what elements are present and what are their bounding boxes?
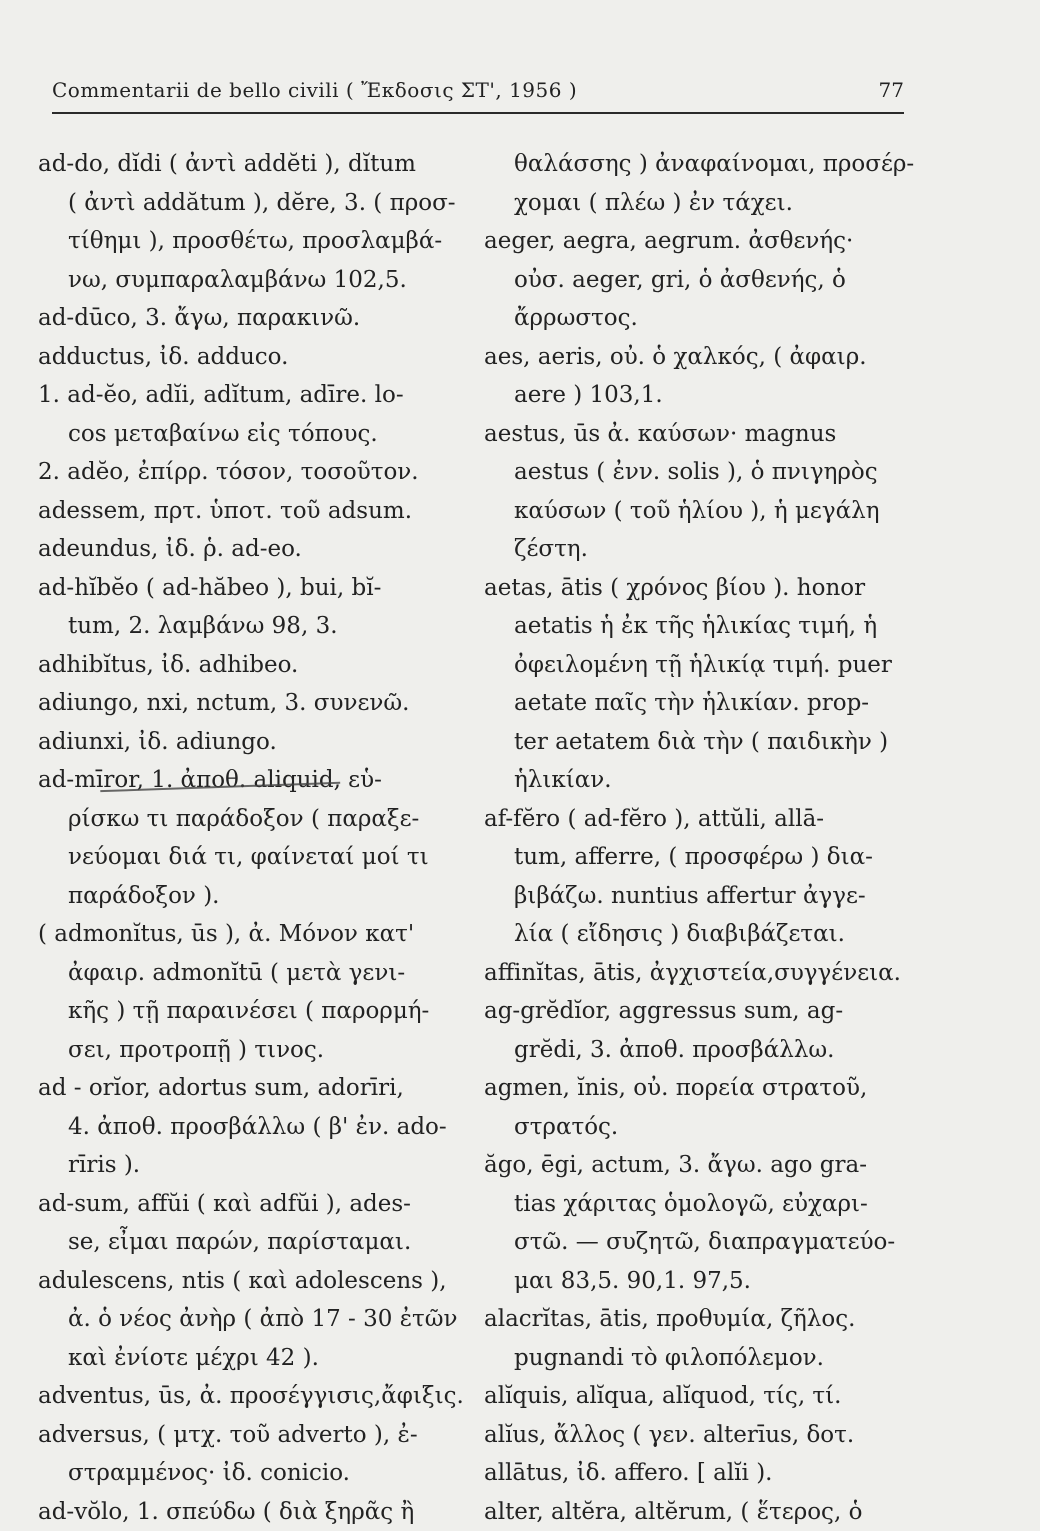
left-column	[38, 145, 468, 1531]
entry-line: θαλάσσης ) ἀναφαίνομαι, προσέρ-	[484, 145, 914, 184]
entry-line: ad-mīror, 1. ἀποθ. aliquid, εὑ-	[38, 761, 468, 800]
entry-line: adessem, πρτ. ὑποτ. τοῦ adsum.	[38, 492, 468, 531]
entry-line: tias χάριτας ὁμολογῶ, εὐχαρι-	[484, 1185, 914, 1224]
entry-line: ζέστη.	[484, 530, 914, 569]
entry-line: ( ἀντὶ addătum ), dĕre, 3. ( προσ-	[38, 184, 468, 223]
entry-line: 1. ad-ĕo, adĭi, adĭtum, adīre. lo-	[38, 376, 468, 415]
entry-line: aere ) 103,1.	[484, 376, 914, 415]
entry-line: λία ( εἴδησις ) διαβιβάζεται.	[484, 915, 914, 954]
entry-line: alĭquis, alĭqua, alĭquod, τίς, τί.	[484, 1377, 914, 1416]
entry-line: af-fĕro ( ad-fĕro ), attŭli, allā-	[484, 800, 914, 839]
entry-line: rīris ).	[38, 1146, 468, 1185]
entry-line: pugnandi τὸ φιλοπόλεμον.	[484, 1339, 914, 1378]
entry-line: ad-hĭbĕo ( ad-hăbeo ), bui, bĭ-	[38, 569, 468, 608]
entry-line: χομαι ( πλέω ) ἐν τάχει.	[484, 184, 914, 223]
entry-line: σει, προτροπῇ ) τινος.	[38, 1031, 468, 1070]
entry-line: ad-vŏlo, 1. σπεύδω ( διὰ ξηρᾶς ἢ	[38, 1493, 468, 1531]
entry-line: adiunxi, ἰδ. adiungo.	[38, 723, 468, 762]
entry-line: νω, συμπαραλαμβάνω 102,5.	[38, 261, 468, 300]
entry-line: παράδοξον ).	[38, 877, 468, 916]
entry-line: ἀ. ὁ νέος ἀνὴρ ( ἀπὸ 17 - 30 ἐτῶν	[38, 1300, 468, 1339]
page-number: 77	[879, 78, 904, 102]
header-title: Commentarii de bello civili ( Ἔκδοσις ΣΤ', 1956 )	[52, 78, 577, 102]
entry-line: agmen, ĭnis, οὐ. πορεία στρατοῦ,	[484, 1069, 914, 1108]
entry-line: ρίσκω τι παράδοξον ( παραξε-	[38, 800, 468, 839]
entry-line: alter, altĕra, altĕrum, ( ἕτερος, ὁ	[484, 1493, 914, 1531]
entry-line: νεύομαι διά τι, φαίνεταί μοί τι	[38, 838, 468, 877]
entry-line: οὐσ. aeger, gri, ὁ ἀσθενής, ὁ	[484, 261, 914, 300]
entry-line: στραμμένος· ἰδ. conicio.	[38, 1454, 468, 1493]
entry-line: κῆς ) τῇ παραινέσει ( παρορμή-	[38, 992, 468, 1031]
entry-line: ag-grĕdĭor, aggressus sum, ag-	[484, 992, 914, 1031]
entry-line: adiungo, nxi, nctum, 3. συνενῶ.	[38, 684, 468, 723]
entry-line: ad - orĭor, adortus sum, adorīri,	[38, 1069, 468, 1108]
entry-line: adulescens, ntis ( καὶ adolescens ),	[38, 1262, 468, 1301]
entry-line: adventus, ūs, ἀ. προσέγγισις,ἄφιξις.	[38, 1377, 468, 1416]
entry-line: aestus, ūs ἀ. καύσων· magnus	[484, 415, 914, 454]
entry-line: ἄρρωστος.	[484, 299, 914, 338]
entry-line: allātus, ἰδ. affero. [ alĭi ).	[484, 1454, 914, 1493]
entry-line: aeger, aegra, aegrum. ἀσθενής·	[484, 222, 914, 261]
running-header	[52, 72, 904, 114]
entry-line: adductus, ἰδ. adduco.	[38, 338, 468, 377]
right-column	[484, 145, 914, 1531]
entry-line: adeundus, ἰδ. ῥ. ad-eo.	[38, 530, 468, 569]
entry-line: tum, afferre, ( προσφέρω ) δια-	[484, 838, 914, 877]
entry-line: στρατός.	[484, 1108, 914, 1147]
entry-line: 4. ἀποθ. προσβάλλω ( β' ἐν. ado-	[38, 1108, 468, 1147]
entry-line: alĭus, ἄλλος ( γεν. alterīus, δοτ.	[484, 1416, 914, 1455]
entry-line: ( admonĭtus, ūs ), ἀ. Μόνον κατ'	[38, 915, 468, 954]
entry-line: se, εἶμαι παρών, παρίσταμαι.	[38, 1223, 468, 1262]
entry-line: 2. adĕo, ἐπίρρ. τόσον, τοσοῦτον.	[38, 453, 468, 492]
entry-line: aes, aeris, οὐ. ὁ χαλκός, ( ἀφαιρ.	[484, 338, 914, 377]
entry-line: στῶ. — συζητῶ, διαπραγματεύο-	[484, 1223, 914, 1262]
entry-line: ad-do, dĭdi ( ἀντὶ addĕti ), dĭtum	[38, 145, 468, 184]
entry-line: ὀφειλομένη τῇ ἡλικίᾳ τιμή. puer	[484, 646, 914, 685]
entry-line: adversus, ( μτχ. τοῦ adverto ), ἐ-	[38, 1416, 468, 1455]
entry-line: ἡλικίαν.	[484, 761, 914, 800]
entry-line: βιβάζω. nuntius affertur ἀγγε-	[484, 877, 914, 916]
entry-line: μαι 83,5. 90,1. 97,5.	[484, 1262, 914, 1301]
entry-line: ad-dūco, 3. ἄγω, παρακινῶ.	[38, 299, 468, 338]
entry-line: τίθημι ), προσθέτω, προσλαμβά-	[38, 222, 468, 261]
entry-line: aestus ( ἐνν. solis ), ὁ πνιγηρὸς	[484, 453, 914, 492]
entry-line: καύσων ( τοῦ ἡλίου ), ἡ μεγάλη	[484, 492, 914, 531]
entry-line: aetas, ātis ( χρόνος βίου ). honor	[484, 569, 914, 608]
entry-line: καὶ ἐνίοτε μέχρι 42 ).	[38, 1339, 468, 1378]
entry-line: cos μεταβαίνω εἰς τόπους.	[38, 415, 468, 454]
entry-line: aetatis ἡ ἐκ τῆς ἡλικίας τιμή, ἡ	[484, 607, 914, 646]
entry-line: grĕdi, 3. ἀποθ. προσβάλλω.	[484, 1031, 914, 1070]
entry-line: aetate παῖς τὴν ἡλικίαν. prop-	[484, 684, 914, 723]
entry-line: ăgo, ēgi, actum, 3. ἄγω. ago gra-	[484, 1146, 914, 1185]
entry-line: ad-sum, affŭi ( καὶ adfŭi ), ades-	[38, 1185, 468, 1224]
entry-line: affinĭtas, ātis, ἀγχιστεία,συγγένεια.	[484, 954, 914, 993]
entry-line: ἀφαιρ. admonĭtū ( μετὰ γενι-	[38, 954, 468, 993]
entry-line: adhibĭtus, ἰδ. adhibeo.	[38, 646, 468, 685]
entry-line: tum, 2. λαμβάνω 98, 3.	[38, 607, 468, 646]
entry-line: ter aetatem διὰ τὴν ( παιδικὴν )	[484, 723, 914, 762]
entry-line: alacrĭtas, ātis, προθυμία, ζῆλος.	[484, 1300, 914, 1339]
